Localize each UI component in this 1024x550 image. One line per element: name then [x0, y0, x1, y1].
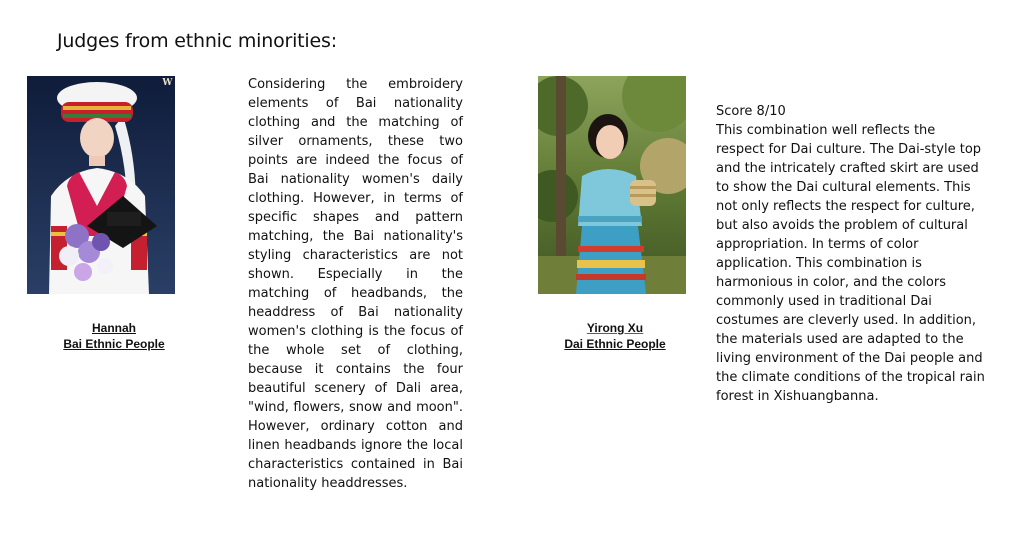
judge-comment-yirong-xu	[716, 102, 986, 406]
photo-watermark: W	[162, 78, 172, 88]
judge-comment-text: This combination well reflects the respect for Dai culture. The Dai-style top and the intricately crafted skirt are used to show the Dai cultural elements. This not only reflects the respect for culture, but also avoids the problem of cultural appropriation. In terms of color application. This combination is harmonious in color, and the colors commonly used in traditional Dai costumes are cleverly used. In addition, the materials used are adapted to the living environment of the Dai people and the climate conditions of the tropical rain forest in Xishuangbanna.	[716, 123, 985, 404]
page-title: Judges from ethnic minorities:	[57, 30, 337, 52]
judge-name: Yirong Xu	[586, 321, 644, 335]
judge-comment-hannah: Considering the embroidery elements of Bai nationality clothing and the matching of silver ornaments, these two points are indeed the focus of Bai nationality women's daily clothing. However, in terms of specific shapes and pattern matching, the Bai nationality's styling characteristics are not shown. Especially in the matching of headbands, the headdress of Bai nationality women's clothing is the focus of the whole set of clothing, because it contains the four beautiful scenery of Dali area, "wind, flowers, snow and moon". However, ordinary cotton and linen headbands ignore the local characteristics contained in Bai nationality headdresses.	[248, 77, 463, 491]
judge-ethnicity: Dai Ethnic People	[564, 337, 666, 351]
judge-caption-hannah	[40, 320, 188, 352]
judge-photo-hannah	[27, 76, 175, 294]
judge-score: Score 8/10	[716, 104, 786, 119]
judge-caption-yirong-xu	[541, 320, 689, 352]
portrait-bai-woman-holding-flowers	[27, 76, 175, 294]
judge-ethnicity: Bai Ethnic People	[63, 337, 165, 351]
portrait-dai-woman-in-forest	[538, 76, 686, 294]
judge-name: Hannah	[91, 321, 136, 335]
judge-photo-yirong-xu	[538, 76, 686, 294]
